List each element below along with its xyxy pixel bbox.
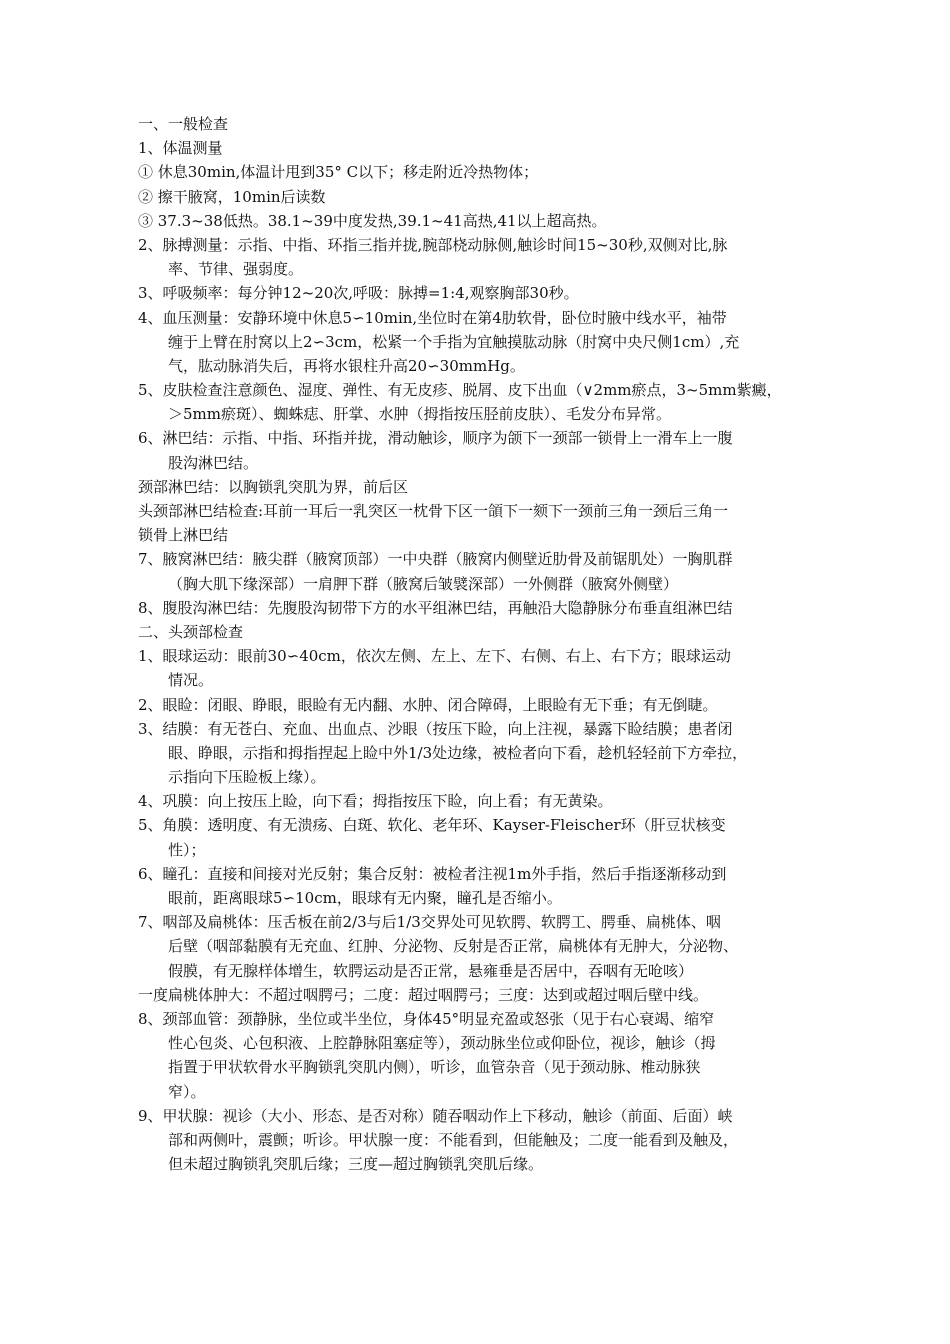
text-line: 8、腹股沟淋巴结：先腹股沟韧带下方的水平组淋巴结，再触沿大隐静脉分布垂直组淋巴结: [138, 598, 733, 617]
text-line: 7、腋窝淋巴结：腋尖群（腋窝顶部）一中央群（腋窝内侧壁近肋骨及前锯肌处）一胸肌群: [138, 550, 733, 569]
text-line: 6、瞳孔：直接和间接对光反射；集合反射：被检者注视1m外手指，然后手指逐渐移动到: [138, 864, 727, 883]
text-line: 4、血压测量：安静环境中休息5∽10min,坐位时在第4肋软骨，卧位时腋中线水平，袖带: [138, 308, 727, 327]
text-line: 性）；: [168, 840, 206, 859]
text-line: 头颈部淋巴结检查:耳前一耳后一乳突区一枕骨下区一頜下一颏下一颈前三角一颈后三角一: [138, 502, 729, 520]
text-line: 5、皮肤检查注意颜色、湿度、弹性、有无皮疹、脱屑、皮下出血（∨2mm瘀点，3~5mm紫癜，: [138, 381, 782, 400]
text-line: 率、节律、强弱度。: [168, 260, 304, 279]
text-line: 7、咽部及扁桃体：压舌板在前2/3与后1/3交界处可见软腭、软腭工、腭垂、扁桃体、咽: [138, 913, 721, 932]
text-line: 锁骨上淋巴结: [138, 526, 229, 545]
text-line: 部和两侧叶，震颤；听诊。甲状腺一度：不能看到，但能触及；二度一能看到及触及，: [168, 1130, 739, 1149]
text-line: 4、巩膜：向上按压上睑，向下看；拇指按压下睑，向上看；有无黄染。: [138, 792, 613, 811]
text-line: 假膜，有无腺样体增生，软腭运动是否正常，悬雍垂是否居中，吞咽有无呛咳）: [168, 961, 694, 980]
text-line: 9、甲状腺：视诊（大小、形态、是否对称）随吞咽动作上下移动，触诊（前面、后面）峡: [138, 1106, 733, 1125]
text-line: 性心包炎、心包积液、上腔静脉阻塞症等），颈动脉坐位或仰卧位，视诊，触诊（拇: [168, 1034, 716, 1053]
text-line: 眼前，距离眼球5∽10cm，眼球有无内聚，瞳孔是否缩小。: [168, 889, 562, 907]
text-line: 8、颈部血管：颈静脉，坐位或半坐位，身体45°明显充盈或怒张（见于右心衰竭、缩窄: [138, 1009, 715, 1028]
text-line: 6、淋巴结：示指、中指、环指并拢，滑动触诊，顺序为颌下一颈部一锁骨上一滑车上一腹: [138, 429, 733, 448]
text-line: ③ 37.3~38低热。38.1~39中度发热,39.1~41高热,41以上超高热。: [138, 211, 607, 230]
text-line: 2、脉搏测量：示指、中指、环指三指并拢,腕部桡动脉侧,触诊时间15~30秒,双侧对比,脉: [138, 235, 728, 254]
text-line: 情况。: [168, 671, 214, 690]
text-line: 后壁（咽部黏膜有无充血、红肿、分泌物、反射是否正常，扁桃体有无肿大，分泌物、: [168, 937, 739, 956]
text-line: 气，肱动脉消失后，再将水银柱升高20∽30mmHg。: [168, 356, 525, 375]
text-line: 3、结膜：有无苍白、充血、出血点、沙眼（按压下睑，向上注视，暴露下睑结膜；患者闭: [138, 719, 733, 738]
text-line: 5、角膜：透明度、有无溃疡、白斑、软化、老年环、Kayser-Fleischer环（肝豆状核变: [138, 816, 726, 835]
text-line: ② 擦干腋窝，10min后读数: [138, 187, 326, 206]
text-line: 1、眼球运动：眼前30∽40cm，依次左侧、左上、左下、右侧、右上、右下方；眼球运动: [138, 647, 731, 666]
text-line: 颈部淋巴结：以胸锁乳突肌为界，前后区: [138, 477, 409, 496]
text-line: 2、眼睑：闭眼、睁眼，眼睑有无内翻、水肿、闭合障碍，上眼睑有无下垂；有无倒睫。: [138, 695, 718, 714]
text-line: （胸大肌下缘深部）一肩胛下群（腋窝后皱襞深部）一外侧群（腋窝外侧壁）: [168, 574, 679, 593]
text-line: 但未超过胸锁乳突肌后缘；三度—超过胸锁乳突肌后缘。: [168, 1155, 544, 1174]
text-line: 股沟淋巴结。: [168, 453, 259, 472]
text-line: 一度扁桃体肿大：不超过咽腭弓；二度：超过咽腭弓；三度：达到或超过咽后壁中线。: [138, 985, 709, 1004]
text-line: 一、一般检查: [138, 115, 229, 133]
text-line: 窄）。: [168, 1082, 206, 1101]
text-line: ① 休息30min,体温计甩到35° C以下；移走附近冷热物体；: [138, 163, 539, 182]
text-line: 二、头颈部检查: [138, 622, 244, 641]
text-line: ＞5mm瘀斑）、蜘蛛痣、肝掌、水肿（拇指按压胫前皮肤）、毛发分布异常。: [168, 405, 671, 424]
text-line: 眼、睁眼，示指和拇指捏起上睑中外1/3处边缘，被检者向下看，趁机轻轻前下方牵拉，: [168, 743, 748, 762]
text-line: 3、呼吸频率：每分钟12~20次,呼吸：脉搏=1:4,观察胸部30秒。: [138, 284, 579, 303]
text-line: 缠于上臂在肘窝以上2∽3cm，松紧一个手指为宜触摸肱动脉（肘窝中央尺侧1cm）,充: [168, 332, 740, 351]
document-body: [138, 112, 828, 1176]
text-line: 示指向下压睑板上缘）。: [168, 768, 326, 787]
text-line: 指置于甲状软骨水平胸锁乳突肌内侧），听诊，血管杂音（见于颈动脉、椎动脉狭: [168, 1058, 701, 1077]
text-line: 1、体温测量: [138, 139, 223, 158]
